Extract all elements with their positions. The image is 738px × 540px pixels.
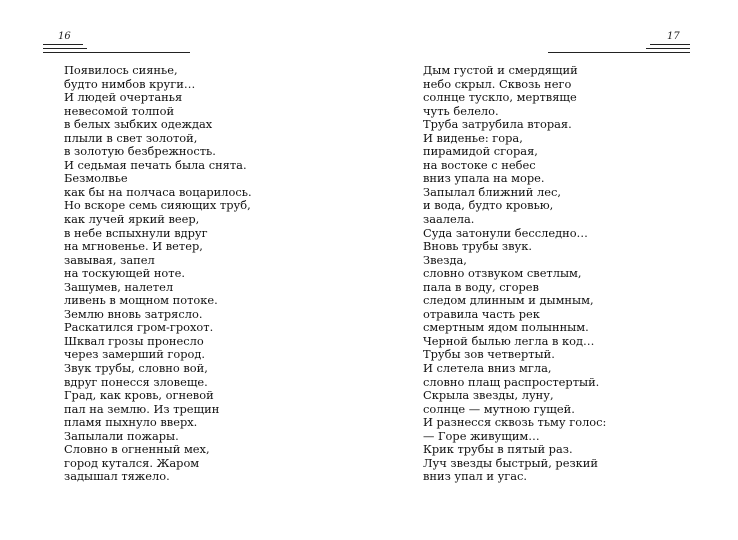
- poem-line: вниз упала на море.: [423, 171, 545, 186]
- poem-line: следом длинным и дымным,: [423, 293, 594, 308]
- poem-line: отравила часть рек: [423, 306, 540, 321]
- poem-line: И седьмая печать была снята.: [64, 157, 247, 172]
- poem-line: заалела.: [423, 212, 475, 227]
- poem-line: И слетела вниз мгла,: [423, 361, 552, 376]
- poem-line: на тоскующей ноте.: [64, 266, 185, 281]
- poem-line: Град, как кровь, огневой: [64, 388, 214, 403]
- header-rule-right-1: [650, 44, 690, 45]
- poem-line: как лучей яркий веер,: [64, 212, 200, 227]
- poem-line: Запылали пожары.: [64, 428, 179, 443]
- poem-line: Раскатился гром-грохот.: [64, 320, 214, 335]
- header-rule-left-2: [43, 48, 87, 49]
- poem-line: в золотую безбрежность.: [64, 144, 216, 159]
- poem-line: и вода, будто кровью,: [423, 198, 554, 213]
- poem-line: Безмолвье: [64, 171, 128, 186]
- poem-line: будто нимбов круги…: [64, 76, 196, 91]
- poem-text-left-page: [64, 64, 252, 484]
- poem-line: Звук трубы, словно вой,: [64, 361, 208, 376]
- poem-line: солнце — мутною гущей.: [423, 401, 575, 416]
- poem-line: вниз упал и угас.: [423, 469, 528, 484]
- poem-line: И виденье: гора,: [423, 130, 523, 145]
- poem-line: Суда затонули бесследно…: [423, 225, 588, 240]
- poem-line: Землю вновь затрясло.: [64, 306, 203, 321]
- poem-line: плыли в свет золотой,: [64, 130, 198, 145]
- poem-line: пирамидой сгорая,: [423, 144, 538, 159]
- poem-line: город кутался. Жаром: [64, 455, 200, 470]
- poem-line: Запылал ближний лес,: [423, 184, 561, 199]
- poem-text-right-page: [423, 64, 606, 484]
- poem-line: словно плащ распростертый.: [423, 374, 600, 389]
- header-rule-right-3: [548, 52, 690, 53]
- poem-line: Трубы зов четвертый.: [423, 347, 555, 362]
- header-rule-left-3: [43, 52, 190, 53]
- poem-line: Звезда,: [423, 252, 467, 267]
- poem-line: чуть белело.: [423, 103, 499, 118]
- poem-line: Скрыла звезды, луну,: [423, 388, 554, 403]
- poem-line: Дым густой и смердящий: [423, 63, 578, 77]
- poem-line: невесомой толпой: [64, 103, 175, 118]
- poem-line: как бы на полчаса воцарилось.: [64, 184, 252, 199]
- page-number-right: 17: [667, 31, 680, 42]
- poem-line: небо скрыл. Сквозь него: [423, 76, 572, 91]
- poem-line: задышал тяжело.: [64, 469, 170, 484]
- poem-line: И людей очертанья: [64, 90, 183, 105]
- poem-line: И разнесся сквозь тьму голос:: [423, 415, 607, 430]
- poem-line: смертным ядом полынным.: [423, 320, 589, 335]
- poem-line: Луч звезды быстрый, резкий: [423, 455, 598, 470]
- poem-line: вдруг понесся зловеще.: [64, 374, 208, 389]
- poem-line: Крик трубы в пятый раз.: [423, 442, 573, 457]
- poem-line: в небе вспыхнули вдруг: [64, 225, 208, 240]
- page-number-left: 16: [58, 31, 71, 42]
- poem-line: Шквал грозы пронесло: [64, 333, 204, 348]
- poem-line: Появилось сиянье,: [64, 63, 178, 77]
- poem-line: на мгновенье. И ветер,: [64, 239, 203, 254]
- poem-line: пала в воду, сгорев: [423, 279, 539, 294]
- poem-line: Вновь трубы звук.: [423, 239, 532, 254]
- poem-line: в белых зыбких одеждах: [64, 117, 213, 132]
- poem-line: Черной былью легла в код…: [423, 333, 595, 348]
- poem-line: Словно в огненный мех,: [64, 442, 210, 457]
- poem-line: Но вскоре семь сияющих труб,: [64, 198, 251, 213]
- poem-line: через замерший город.: [64, 347, 206, 362]
- poem-line: словно отзвуком светлым,: [423, 266, 582, 281]
- header-rule-left-1: [43, 44, 83, 45]
- poem-line: — Горе живущим…: [423, 428, 540, 443]
- poem-line: Труба затрубила вторая.: [423, 117, 572, 132]
- poem-line: завывая, запел: [64, 252, 155, 267]
- poem-line: Зашумев, налетел: [64, 279, 174, 294]
- poem-line: пал на землю. Из трещин: [64, 401, 220, 416]
- header-rule-right-2: [646, 48, 690, 49]
- poem-line: ливень в мощном потоке.: [64, 293, 218, 308]
- poem-line: на востоке с небес: [423, 157, 536, 172]
- poem-line: пламя пыхнуло вверх.: [64, 415, 198, 430]
- poem-line: солнце тускло, мертвяще: [423, 90, 577, 105]
